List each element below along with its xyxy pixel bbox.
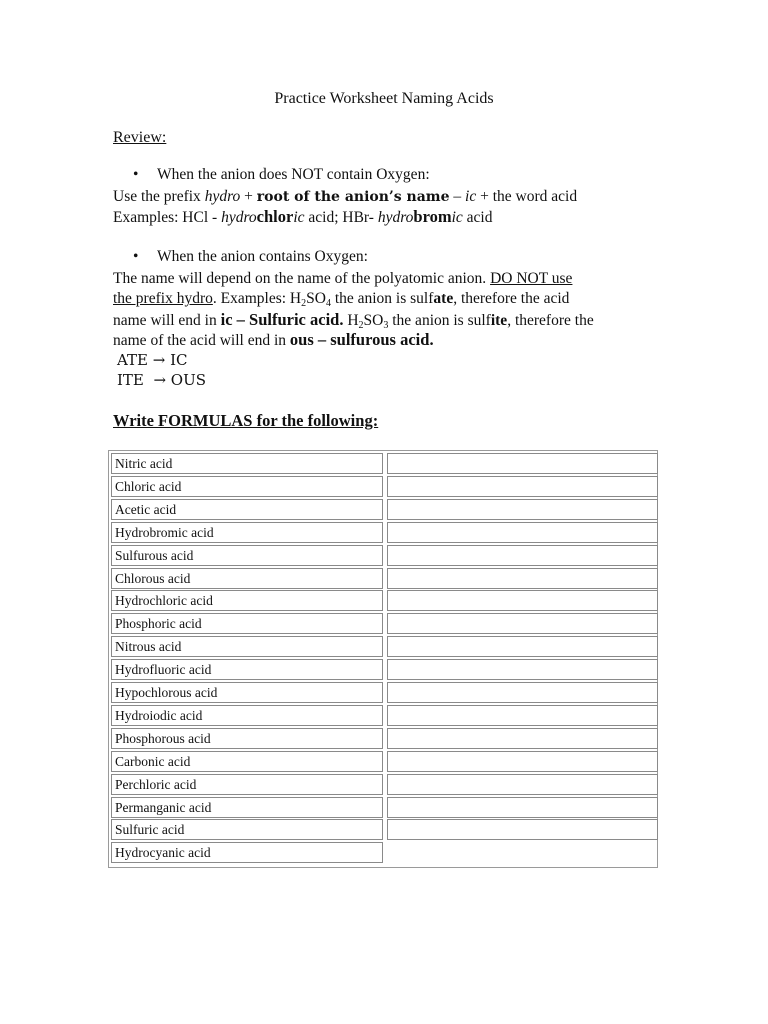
acid-name-cell: Hydrochloric acid — [111, 590, 383, 611]
rule-ate-ic: ATE → IC — [117, 351, 188, 369]
acid-name-cell: Chloric acid — [111, 476, 383, 497]
page-title: Practice Worksheet Naming Acids — [274, 90, 494, 107]
acid-name-cell: Hydrocyanic acid — [111, 842, 383, 863]
formula-answer-cell[interactable] — [387, 659, 658, 680]
rule-line: Use the prefix hydro + root of the anion’s name – ic + the word acid — [113, 188, 578, 205]
acid-name-cell: Hydrofluoric acid — [111, 659, 383, 680]
bullet-oxygen — [133, 248, 368, 266]
formula-answer-cell[interactable] — [387, 453, 658, 474]
acid-name-cell: Phosphoric acid — [111, 613, 383, 634]
acid-formula-table — [108, 450, 658, 868]
formula-answer-cell[interactable] — [387, 545, 658, 566]
acid-name-cell: Chlorous acid — [111, 568, 383, 589]
acid-name-cell: Permanganic acid — [111, 797, 383, 818]
rule-ite-ous: ITE → OUS — [117, 371, 207, 389]
bullet-dot-icon: • — [133, 248, 139, 265]
review-label: Review: — [113, 129, 167, 146]
acid-name-cell: Sulfurous acid — [111, 545, 383, 566]
acid-name-cell: Nitric acid — [111, 453, 383, 474]
formula-answer-cell[interactable] — [387, 774, 658, 795]
acid-name-cell: Hydroiodic acid — [111, 705, 383, 726]
formula-answer-cell[interactable] — [387, 613, 658, 634]
formula-answer-cell[interactable] — [387, 797, 658, 818]
bullet-text: When the anion does NOT contain Oxygen: — [157, 166, 430, 183]
acid-name-cell: Hypochlorous acid — [111, 682, 383, 703]
paragraph-line-1: The name will depend on the name of the polyatomic anion. DO NOT use — [113, 270, 573, 287]
paragraph-line-4: name of the acid will end in ous – sulfurous acid. — [113, 330, 434, 349]
formula-answer-cell[interactable] — [387, 819, 658, 840]
arrow-right-icon: → — [152, 351, 166, 369]
formula-answer-cell[interactable] — [387, 682, 658, 703]
formula-answer-cell[interactable] — [387, 476, 658, 497]
bullet-text: When the anion contains Oxygen: — [157, 248, 368, 265]
formula-answer-cell[interactable] — [387, 499, 658, 520]
acid-name-cell: Nitrous acid — [111, 636, 383, 657]
formula-answer-cell[interactable] — [387, 751, 658, 772]
formula-answer-cell[interactable] — [387, 705, 658, 726]
examples-line: Examples: HCl - hydrochloric acid; HBr- hydrobromic acid — [113, 207, 493, 226]
acid-name-cell: Carbonic acid — [111, 751, 383, 772]
formula-answer-cell[interactable] — [387, 636, 658, 657]
acid-name-cell: Perchloric acid — [111, 774, 383, 795]
acid-name-cell: Phosphorous acid — [111, 728, 383, 749]
formula-answer-cell[interactable] — [387, 590, 658, 611]
section-heading: Write FORMULAS for the following: — [113, 411, 379, 430]
acid-name-cell: Sulfuric acid — [111, 819, 383, 840]
formula-answer-cell[interactable] — [387, 522, 658, 543]
arrow-right-icon: → — [153, 371, 167, 389]
bullet-dot-icon: • — [133, 166, 139, 183]
acid-name-cell: Acetic acid — [111, 499, 383, 520]
formula-answer-cell[interactable] — [387, 568, 658, 589]
paragraph-line-3: name will end in ic – Sulfuric acid. $H_2SO_3$ the anion is sulfite, therefore the — [113, 310, 594, 331]
paragraph-line-2: the prefix hydro. Examples: $H_2SO_4$ the anion is sulfate, therefore the acid — [113, 290, 570, 309]
bullet-no-oxygen — [133, 166, 430, 184]
formula-answer-cell[interactable] — [387, 728, 658, 749]
acid-name-cell: Hydrobromic acid — [111, 522, 383, 543]
